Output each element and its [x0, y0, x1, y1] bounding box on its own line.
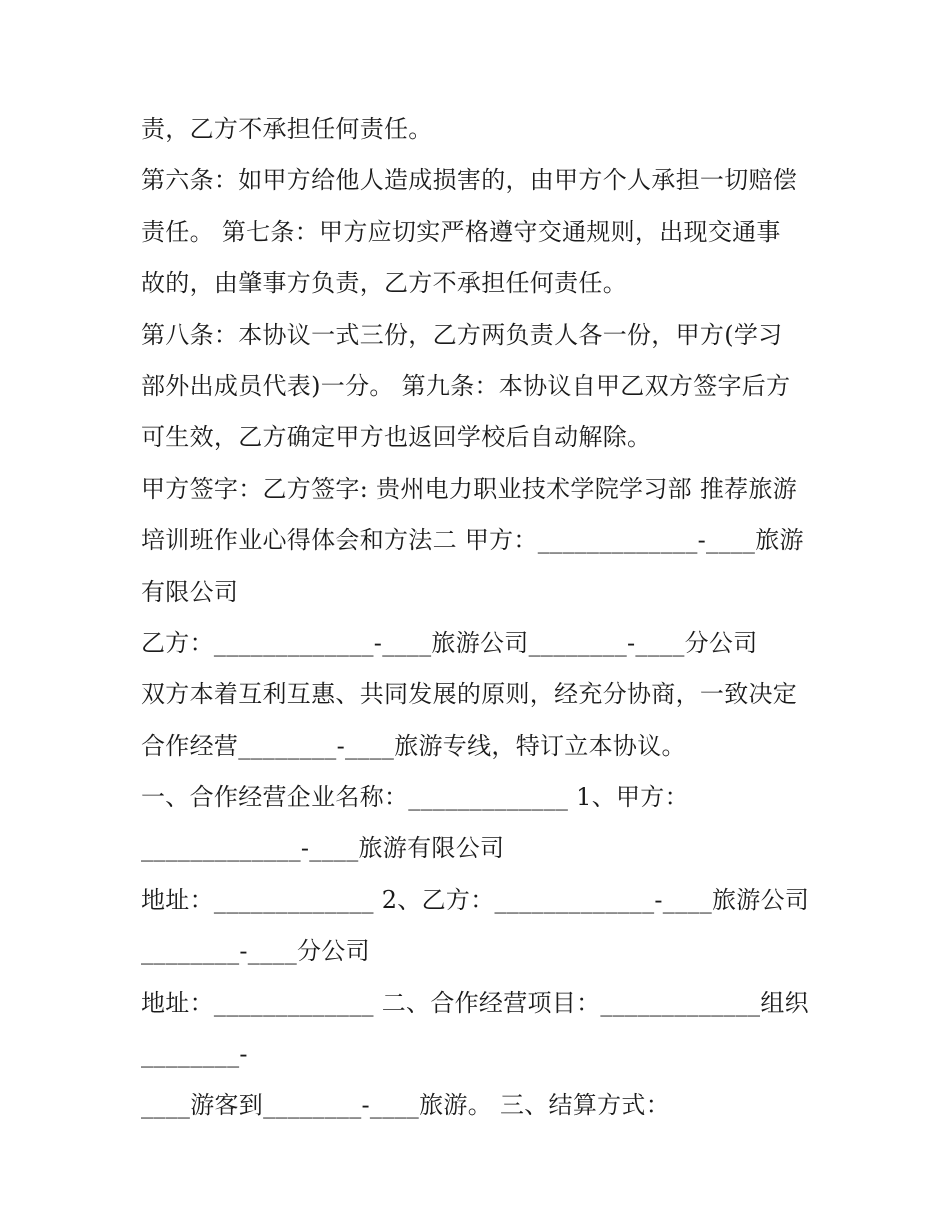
text-line: 双方本着互利互惠、共同发展的原则，经充分协商，一致决定	[141, 680, 798, 709]
text-line: 培训班作业心得体会和方法二 甲方：_____________-____旅游	[141, 526, 804, 555]
text-line: 故的，由肇事方负责，乙方不承担任何责任。	[141, 269, 627, 298]
text-line: ________-	[141, 1040, 248, 1069]
text-line: ____游客到________-____旅游。 三、结算方式：	[141, 1091, 671, 1120]
text-line: 责任。 第七条：甲方应切实严格遵守交通规则，出现交通事	[141, 217, 781, 246]
text-line: 第六条：如甲方给他人造成损害的，由甲方个人承担一切赔偿	[141, 166, 798, 195]
text-line: 甲方签字：乙方签字: 贵州电力职业技术学院学习部 推荐旅游	[141, 474, 798, 503]
text-line: ________-____分公司	[141, 937, 370, 966]
text-line: _____________-____旅游有限公司	[141, 834, 505, 863]
text-line: 地址：_____________ 二、合作经营项目：_____________组织	[141, 988, 809, 1017]
text-line: 部外出成员代表)一分。 第九条：本协议自甲乙双方签字后方	[141, 371, 791, 400]
text-line: 合作经营________-____旅游专线，特订立本协议。	[141, 731, 686, 760]
text-line: 有限公司	[141, 577, 239, 606]
text-line: 责，乙方不承担任何责任。	[141, 115, 433, 143]
text-line: 一、合作经营企业名称：_____________ 1、甲方：	[141, 783, 689, 812]
text-line: 地址：_____________ 2、乙方：_____________-____旅游公司	[141, 885, 810, 914]
document-body	[141, 104, 821, 1132]
text-line: 可生效，乙方确定甲方也返回学校后自动解除。	[141, 423, 652, 452]
text-line: 第八条：本协议一式三份，乙方两负责人各一份，甲方(学习	[141, 320, 783, 349]
text-line: 乙方：_____________-____旅游公司________-____分公司	[141, 628, 758, 657]
